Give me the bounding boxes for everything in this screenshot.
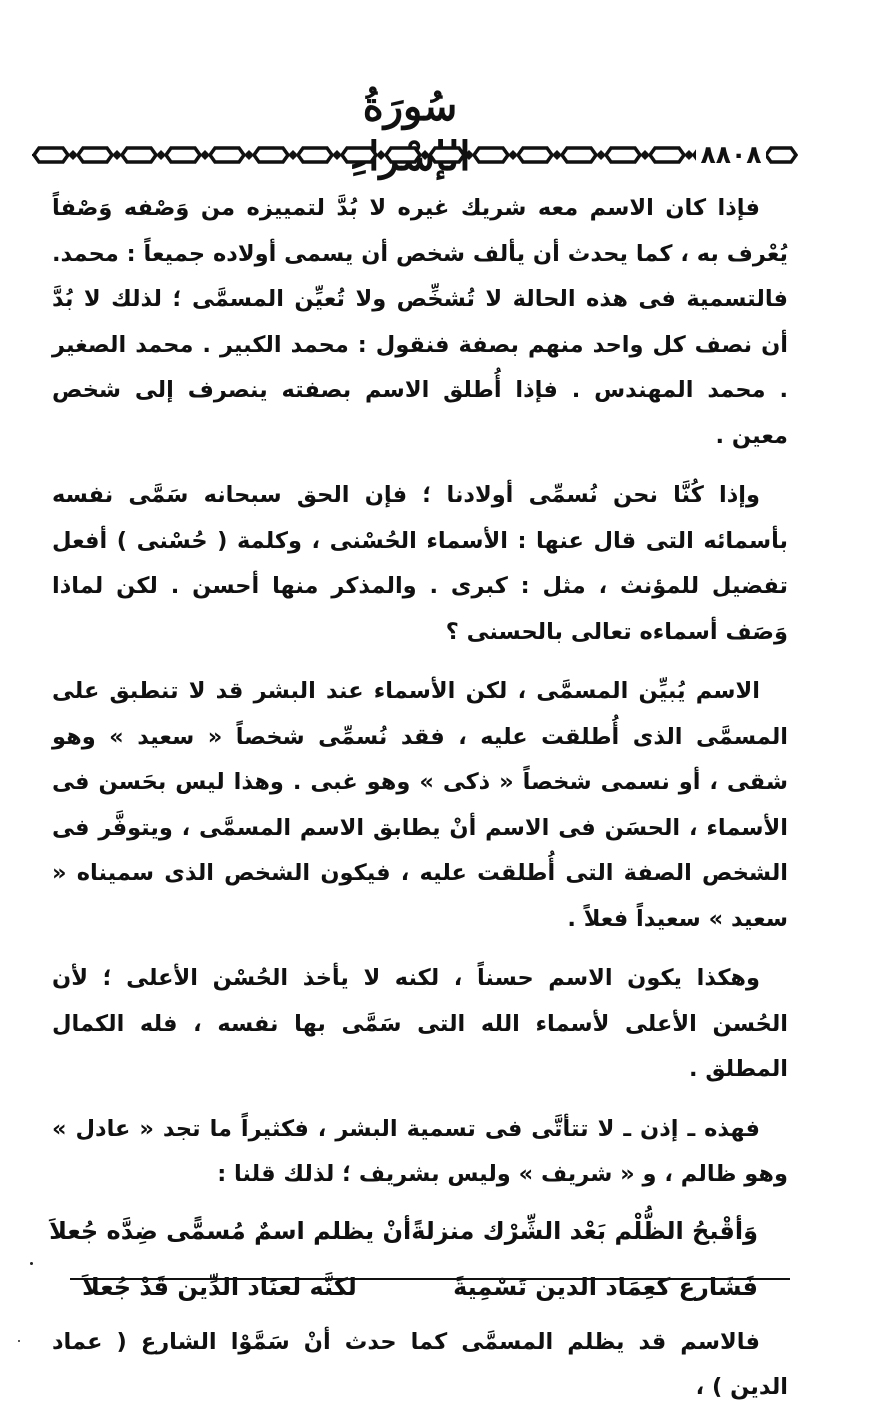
scan-speck [30, 1262, 33, 1265]
paragraph-4: وهكذا يكون الاسم حسناً ، لكنه لا يأخذ الحُسْن الأعلى ؛ لأن الحُسن الأعلى لأسماء الله التى سَمَّى بها نفسه ، فله الكمال المطلق . [52, 965, 788, 1082]
ornament-link [78, 148, 112, 162]
ornament-link [298, 148, 332, 162]
ornament-link [650, 148, 684, 162]
ornament-link [474, 148, 508, 162]
paragraph-2: وإذا كُنَّا نحن نُسمِّى أولادنا ؛ فإن الحق سبحانه سَمَّى نفسه بأسمائه التى قال عنها : الأسماء الحُسْنى ، وكلمة ( حُسْنى ) أفعل تفضيل للمؤنث ، مثل : كبرى . والمذكر منها أحسن . لكن لماذا وَصَف أسماءه تعالى بالحسنى ؟ [52, 482, 788, 645]
paragraph-5: فهذه ـ إذن ـ لا تتأتَّى فى تسمية البشر ، فكثيراً ما تجد « عادل » وهو ظالم ، و « شريف » وليس بشريف ؛ لذلك قلنا : [52, 1115, 788, 1187]
verse-1-first-hemistich: وَأقْبحُ الظُّلْم بَعْد الشِّرْك منزلةً [411, 1216, 758, 1245]
sura-title: سُورَةُ [362, 83, 458, 130]
ornament-link [386, 148, 420, 162]
verse-1-second-hemistich: أنْ يظلم اسمٌ مُسمًّى ضِدَّه جُعلاَ [49, 1216, 412, 1245]
paragraph-3: الاسم يُبيِّن المسمَّى ، لكن الأسماء عند البشر قد لا تنطبق على المسمَّى الذى أُطلقت عليه ، فقد نُسمِّى شخصاً « سعيد » وهو شقى ، أو نسمى شخصاً « ذكى » وهو غبى . وهذا ليس بحَسن فى الأسماء ، الحسَن فى الاسم أنْ يطابق الاسم المسمَّى ، ويتوفَّر فى الشخص الصفة التى أُطلقت عليه ، فيكون الشخص الذى سميناه « سعيد » سعيداً فعلاً . [52, 678, 788, 932]
ornament-link [606, 148, 640, 162]
ornament-link [766, 148, 796, 162]
footer-rule [70, 1278, 790, 1280]
ornamental-border [28, 138, 798, 172]
poem-verse-2 [52, 1262, 788, 1312]
verse-2-second-hemistich: لكنَّه لعنَاد الدِّين قَدْ جُعلاَ [82, 1272, 357, 1301]
scan-speck [18, 1340, 20, 1342]
verse-2-first-hemistich: فَشَارع كعِمَاد الدين تَسْمِيةً [453, 1272, 758, 1301]
page-body [49, 186, 788, 1411]
paragraph-1: فإذا كان الاسم معه شريك غيره لا بُدَّ لتمييزه من وَصْفه وَصْفاً يُعْرف به ، كما يحدث أن يألف شخص أن يسمى أولاده جميعاً : محمد. فالتسمية فى هذه الحالة لا تُشخِّص ولا تُعيِّن المسمَّى ؛ لذلك لا بُدَّ أن نصف كل واحد منهم بصفة فنقول : محمد الكبير . محمد الصغير . محمد المهندس . فإذا أُطلق الاسم بصفته ينصرف إلى شخص معين . [52, 195, 788, 449]
ornament-link [430, 148, 464, 162]
paragraph-6: فالاسم قد يظلم المسمَّى كما حدث أنْ سَمَّوْا الشارع ( عماد الدين ) ، [52, 1328, 788, 1400]
ornament-link [34, 148, 68, 162]
ornament-link [166, 148, 200, 162]
ornament-link [254, 148, 288, 162]
ornament-chain-icon [28, 138, 798, 172]
ornament-link [342, 148, 376, 162]
page-number: ٨٨٠٨ [696, 140, 766, 170]
poem-verse-1 [49, 1206, 788, 1256]
ornament-link [518, 148, 552, 162]
ornament-link [562, 148, 596, 162]
ornament-link [122, 148, 156, 162]
ornament-link [210, 148, 244, 162]
